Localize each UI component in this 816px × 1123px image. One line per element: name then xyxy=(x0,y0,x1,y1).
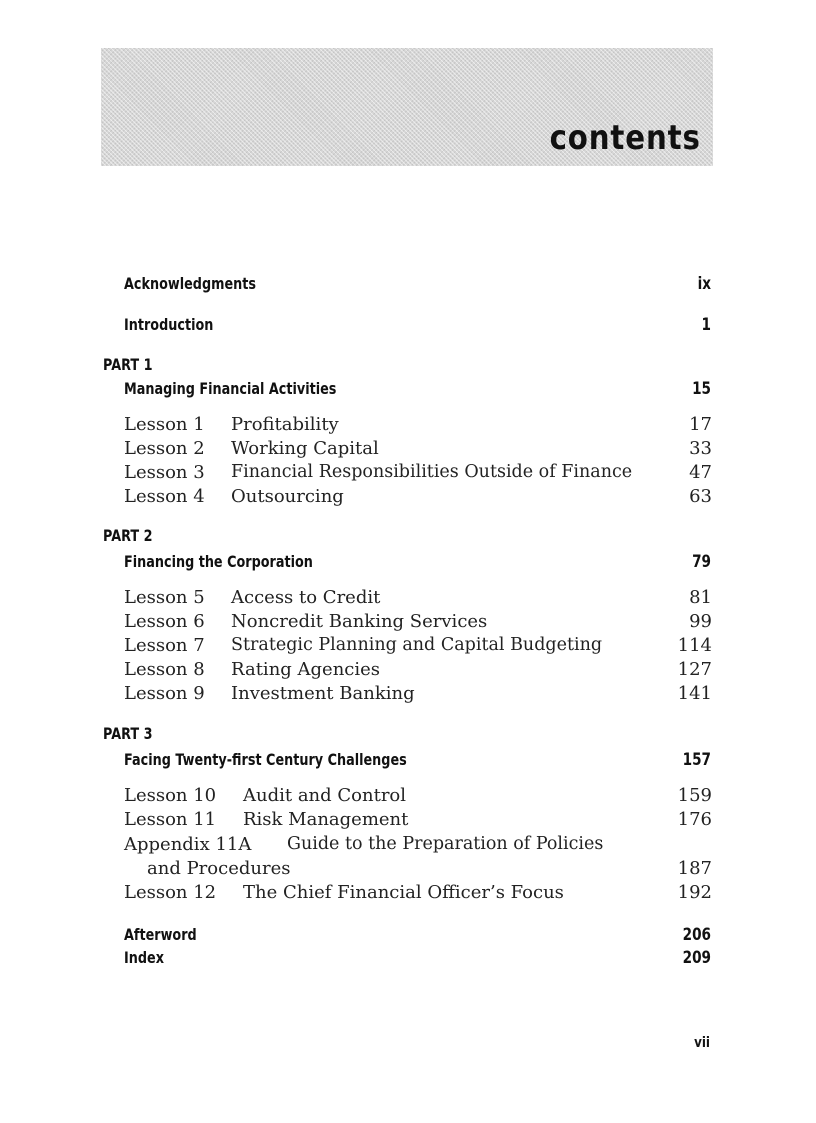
lesson-number: Lesson 12 xyxy=(124,882,217,903)
lesson-number: Lesson 7 xyxy=(124,635,205,656)
lesson-number: Lesson 2 xyxy=(124,438,205,459)
toc-introduction-page: 1 xyxy=(701,315,711,335)
lesson-number: Lesson 8 xyxy=(124,659,205,680)
appendix-number: Appendix 11A xyxy=(124,834,252,855)
lesson-title[interactable]: Profitability xyxy=(231,414,339,435)
lesson-title[interactable]: Risk Management xyxy=(243,809,409,830)
toc-introduction[interactable]: Introduction xyxy=(124,315,214,334)
lesson-title[interactable]: Audit and Control xyxy=(243,785,407,806)
part-label: PART 2 xyxy=(103,526,153,545)
part-title[interactable]: Financing the Corporation xyxy=(124,552,313,571)
lesson-number: Lesson 5 xyxy=(124,587,205,608)
lesson-title[interactable]: Noncredit Banking Services xyxy=(231,611,488,632)
appendix-page: 187 xyxy=(677,858,712,879)
lesson-title[interactable]: Financial Responsibilities Outside of Finance xyxy=(231,462,633,482)
toc-afterword[interactable]: Afterword xyxy=(124,925,197,944)
lesson-number: Lesson 6 xyxy=(124,611,205,632)
lesson-page: 63 xyxy=(689,486,712,507)
toc-index-page: 209 xyxy=(682,948,711,968)
part-page: 79 xyxy=(692,552,711,572)
part-title[interactable]: Facing Twenty-first Century Challenges xyxy=(124,750,407,769)
lesson-page: 47 xyxy=(689,462,712,483)
lesson-page: 141 xyxy=(677,683,712,704)
appendix-title[interactable]: Guide to the Preparation of Policies xyxy=(287,834,604,854)
part-label: PART 1 xyxy=(103,355,153,374)
lesson-title[interactable]: Access to Credit xyxy=(231,587,381,608)
toc-index[interactable]: Index xyxy=(124,948,164,967)
page-number: vii xyxy=(694,1035,710,1051)
lesson-page: 99 xyxy=(689,611,712,632)
lesson-page: 81 xyxy=(689,587,712,608)
part-label: PART 3 xyxy=(103,724,153,743)
lesson-number: Lesson 9 xyxy=(124,683,205,704)
toc-acknowledgments[interactable]: Acknowledgments xyxy=(124,274,256,293)
lesson-title[interactable]: Outsourcing xyxy=(231,486,344,507)
lesson-number: Lesson 1 xyxy=(124,414,205,435)
appendix-title-continued: and Procedures xyxy=(147,858,291,879)
lesson-number: Lesson 11 xyxy=(124,809,217,830)
lesson-title[interactable]: Working Capital xyxy=(231,438,379,459)
lesson-number: Lesson 10 xyxy=(124,785,217,806)
lesson-title[interactable]: Strategic Planning and Capital Budgeting xyxy=(231,635,603,655)
lesson-page: 17 xyxy=(689,414,712,435)
toc-acknowledgments-page: ix xyxy=(697,274,711,294)
lesson-page: 127 xyxy=(677,659,712,680)
lesson-page: 114 xyxy=(677,635,712,656)
lesson-page: 159 xyxy=(677,785,712,806)
lesson-page: 176 xyxy=(677,809,712,830)
lesson-page: 192 xyxy=(677,882,712,903)
page-title: contents xyxy=(549,118,701,158)
part-title[interactable]: Managing Financial Activities xyxy=(124,379,337,398)
lesson-title[interactable]: The Chief Financial Officer’s Focus xyxy=(243,882,564,903)
lesson-title[interactable]: Investment Banking xyxy=(231,683,415,704)
lesson-page: 33 xyxy=(689,438,712,459)
lesson-title[interactable]: Rating Agencies xyxy=(231,659,381,680)
lesson-number: Lesson 3 xyxy=(124,462,205,483)
part-page: 15 xyxy=(692,379,711,399)
toc-afterword-page: 206 xyxy=(682,925,711,945)
lesson-number: Lesson 4 xyxy=(124,486,205,507)
part-page: 157 xyxy=(682,750,711,770)
